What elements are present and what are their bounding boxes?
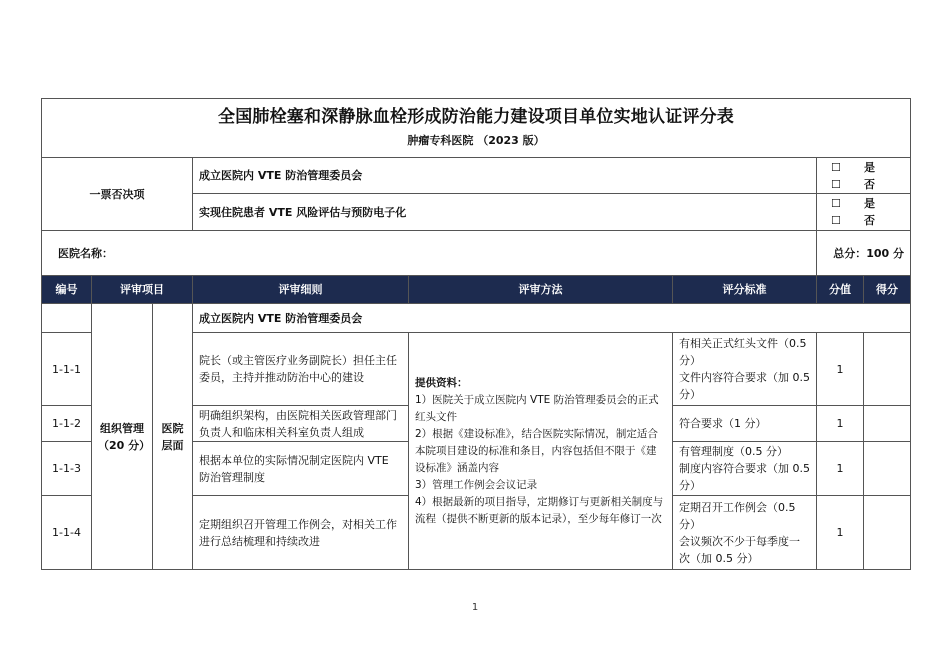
total-score-label: 总分：100 分 bbox=[817, 231, 911, 276]
column-header: 评分标准 bbox=[673, 276, 817, 304]
column-header: 评审项目 bbox=[92, 276, 193, 304]
page-subtitle: 肿瘤专科医院 （2023 版） bbox=[407, 134, 545, 147]
row-points-earned[interactable] bbox=[864, 442, 911, 496]
category-name: 组织管理 bbox=[100, 421, 144, 435]
category-cell bbox=[92, 304, 153, 570]
yes-label: 是 bbox=[864, 160, 875, 174]
no-label: 否 bbox=[864, 214, 875, 227]
empty-cell bbox=[42, 304, 92, 333]
row-detail: 根据本单位的实际情况制定医院内 VTE 防治管理制度 bbox=[193, 442, 409, 496]
row-code: 1-1-1 bbox=[42, 333, 92, 406]
level-line: 层面 bbox=[161, 438, 184, 452]
yes-checkbox[interactable]: ☐ bbox=[831, 197, 841, 210]
yes-label: 是 bbox=[864, 197, 875, 210]
method-line: 4）根据最新的项目指导，定期修订与更新相关制度与流程（提供不断更新的版本记录），至少每年修订一次 bbox=[415, 495, 664, 525]
page-number: 1 bbox=[471, 602, 479, 613]
row-score: 1 bbox=[817, 442, 864, 496]
column-header: 编号 bbox=[42, 276, 92, 304]
row-code: 1-1-4 bbox=[42, 496, 92, 570]
column-header: 评审细则 bbox=[193, 276, 409, 304]
column-header: 评审方法 bbox=[409, 276, 673, 304]
criteria-line: 有管理制度（0.5 分） bbox=[679, 445, 788, 458]
no-checkbox[interactable]: ☐ bbox=[831, 214, 841, 227]
criteria-line: 有相关正式红头文件（0.5 分） bbox=[679, 337, 807, 367]
title-cell bbox=[42, 99, 911, 158]
method-line: 2）根据《建设标准》，结合医院实际情况，制定适合本院项目建设的标准和条目，内容包括但不限于《建设标准》涵盖内容 bbox=[415, 427, 658, 474]
page-title: 全国肺栓塞和深静脉血栓形成防治能力建设项目单位实地认证评分表 bbox=[218, 107, 734, 127]
yes-checkbox[interactable]: ☐ bbox=[831, 160, 841, 174]
column-header: 分值 bbox=[817, 276, 864, 304]
yes-no-options bbox=[817, 158, 911, 194]
criteria-line: 符合要求（1 分） bbox=[679, 417, 767, 430]
method-heading: 提供资料： bbox=[415, 376, 468, 389]
column-header: 得分 bbox=[864, 276, 911, 304]
row-criteria bbox=[673, 496, 817, 570]
row-detail: 院长（或主管医疗业务副院长）担任主任委员，主持并推动防治中心的建设 bbox=[193, 333, 409, 406]
veto-label: 一票否决项 bbox=[42, 158, 193, 231]
level-line: 医院 bbox=[161, 421, 184, 435]
row-criteria bbox=[673, 406, 817, 442]
row-criteria bbox=[673, 333, 817, 406]
row-points-earned[interactable] bbox=[864, 496, 911, 570]
veto-item: 实现住院患者 VTE 风险评估与预防电子化 bbox=[193, 194, 817, 231]
criteria-line: 定期召开工作例会（0.5 分） bbox=[679, 500, 796, 531]
yes-no-options bbox=[817, 194, 911, 231]
row-criteria bbox=[673, 442, 817, 496]
section-title: 成立医院内 VTE 防治管理委员会 bbox=[193, 304, 911, 333]
row-score: 1 bbox=[817, 333, 864, 406]
row-score: 1 bbox=[817, 496, 864, 570]
row-detail: 明确组织架构，由医院相关医政管理部门负责人和临床相关科室负责人组成 bbox=[193, 406, 409, 442]
level-cell bbox=[153, 304, 193, 570]
row-points-earned[interactable] bbox=[864, 406, 911, 442]
no-label: 否 bbox=[864, 177, 875, 191]
row-detail: 定期组织召开管理工作例会，对相关工作进行总结梳理和持续改进 bbox=[193, 496, 409, 570]
category-points: （20 分） bbox=[98, 438, 151, 452]
method-line: 1）医院关于成立医院内 VTE 防治管理委员会的正式红头文件 bbox=[415, 393, 659, 423]
scoring-table bbox=[41, 98, 911, 570]
row-score: 1 bbox=[817, 406, 864, 442]
method-line: 3）管理工作例会会议记录 bbox=[415, 478, 538, 491]
row-points-earned[interactable] bbox=[864, 333, 911, 406]
review-method bbox=[409, 333, 673, 570]
criteria-line: 制度内容符合要求（加 0.5 分） bbox=[679, 462, 810, 492]
row-code: 1-1-2 bbox=[42, 406, 92, 442]
criteria-line: 文件内容符合要求（加 0.5 分） bbox=[679, 371, 810, 401]
table-header bbox=[42, 276, 911, 304]
criteria-line: 会议频次不少于每季度一次（加 0.5 分） bbox=[679, 534, 800, 565]
row-code: 1-1-3 bbox=[42, 442, 92, 496]
hospital-name-label: 医院名称： bbox=[42, 231, 817, 276]
no-checkbox[interactable]: ☐ bbox=[831, 177, 841, 191]
veto-item: 成立医院内 VTE 防治管理委员会 bbox=[193, 158, 817, 194]
